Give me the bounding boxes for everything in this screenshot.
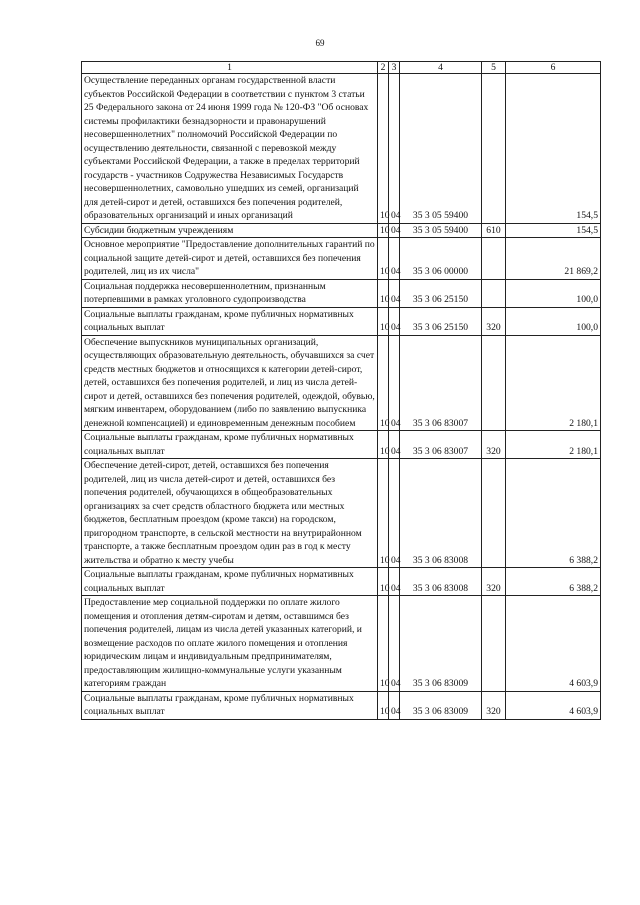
row-target-article: 35 3 06 83007 <box>400 335 482 431</box>
row-name: Социальная поддержка несовершеннолетним, признанным потерпевшими в рамках уголовного судопроизводства <box>82 279 378 307</box>
column-header-name: 1 <box>82 62 378 74</box>
row-target-article: 35 3 05 59400 <box>400 223 482 238</box>
row-section: 10 <box>378 335 389 431</box>
table-row <box>82 307 601 335</box>
row-subsection: 04 <box>389 335 400 431</box>
row-name: Социальные выплаты гражданам, кроме публичных нормативных социальных выплат <box>82 568 378 596</box>
table-body <box>82 74 601 720</box>
row-expense-type <box>482 596 506 692</box>
row-section: 10 <box>378 307 389 335</box>
row-subsection: 04 <box>389 238 400 280</box>
row-name: Основное мероприятие "Предоставление дополнительных гарантий по социальной защите детей-сирот и детей, оставшихся без попечения родителей, лиц из их числа" <box>82 238 378 280</box>
row-amount: 100,0 <box>506 307 601 335</box>
row-name: Субсидии бюджетным учреждениям <box>82 223 378 238</box>
row-subsection: 04 <box>389 223 400 238</box>
row-name: Социальные выплаты гражданам, кроме публичных нормативных социальных выплат <box>82 431 378 459</box>
row-amount: 2 180,1 <box>506 431 601 459</box>
column-header-section: 2 <box>378 62 389 74</box>
row-subsection: 04 <box>389 307 400 335</box>
table-row <box>82 238 601 280</box>
row-section: 10 <box>378 596 389 692</box>
row-amount: 2 180,1 <box>506 335 601 431</box>
row-section: 10 <box>378 74 389 224</box>
row-amount: 4 603,9 <box>506 596 601 692</box>
row-amount: 4 603,9 <box>506 691 601 719</box>
row-target-article: 35 3 05 59400 <box>400 74 482 224</box>
row-target-article: 35 3 06 83008 <box>400 459 482 568</box>
budget-table <box>81 61 601 720</box>
row-expense-type: 320 <box>482 431 506 459</box>
row-section: 10 <box>378 279 389 307</box>
table-row <box>82 596 601 692</box>
row-expense-type: 320 <box>482 568 506 596</box>
row-section: 10 <box>378 691 389 719</box>
row-expense-type <box>482 459 506 568</box>
row-expense-type <box>482 335 506 431</box>
row-name: Социальные выплаты гражданам, кроме публичных нормативных социальных выплат <box>82 307 378 335</box>
row-subsection: 04 <box>389 596 400 692</box>
page-number: 69 <box>315 38 325 48</box>
row-target-article: 35 3 06 25150 <box>400 279 482 307</box>
row-subsection: 04 <box>389 691 400 719</box>
row-amount: 154,5 <box>506 74 601 224</box>
row-section: 10 <box>378 223 389 238</box>
table-row <box>82 431 601 459</box>
row-name: Предоставление мер социальной поддержки по оплате жилого помещения и отопления детям-сиротам и детям, оставшимся без попечения родителей, лицам из числа детей указанных категорий, и возмещение расходов по оплате жилого помещения и отопления юридическим лицам и индивидуальным предпринимателям, предоставляющим жилищно-коммунальные услуги указанным категориям граждан <box>82 596 378 692</box>
table-row <box>82 74 601 224</box>
row-name: Обеспечение детей-сирот, детей, оставшихся без попечения родителей, лиц из числа детей-сирот и детей, оставшихся без попечения родителей, обучающихся в общеобразовательных организациях за счет средств областного бюджета или местных бюджетов, бесплатным проездом (кроме такси) на городском, пригородном транспорте, в сельской местности на внутрирайонном транспорте, а также бесплатным проездом один раз в год к месту жительства и обратно к месту учебы <box>82 459 378 568</box>
row-target-article: 35 3 06 83009 <box>400 691 482 719</box>
row-section: 10 <box>378 568 389 596</box>
row-subsection: 04 <box>389 279 400 307</box>
table-row <box>82 335 601 431</box>
row-expense-type <box>482 238 506 280</box>
row-target-article: 35 3 06 83009 <box>400 596 482 692</box>
table-row <box>82 568 601 596</box>
row-name: Социальные выплаты гражданам, кроме публичных нормативных социальных выплат <box>82 691 378 719</box>
column-header-amount: 6 <box>506 62 601 74</box>
table-row <box>82 691 601 719</box>
row-target-article: 35 3 06 00000 <box>400 238 482 280</box>
row-expense-type: 320 <box>482 307 506 335</box>
column-header-expense-type: 5 <box>482 62 506 74</box>
row-expense-type <box>482 74 506 224</box>
row-amount: 154,5 <box>506 223 601 238</box>
table-header-row <box>82 62 601 74</box>
row-name: Осуществление переданных органам государственной власти субъектов Российской Федерации в соответствии с пунктом 3 статьи 25 Федерального закона от 24 июня 1999 года № 120-ФЗ "Об основах системы профилактики безнадзорности и правонарушений несовершеннолетних" полномочий Российской Федерации по осуществлению деятельности, связанной с перевозкой между субъектами Российской Федерации, а также в пределах территорий государств - участников Содружества Независимых Государств несовершеннолетних, самовольно ушедших из семей, организаций для детей-сирот и детей, оставшихся без попечения родителей, образовательных организаций и иных организаций <box>82 74 378 224</box>
row-section: 10 <box>378 238 389 280</box>
row-subsection: 04 <box>389 431 400 459</box>
row-name: Обеспечение выпускников муниципальных организаций, осуществляющих образовательную деятельность, обучавшихся за счет средств местных бюджетов и относящихся к категории детей-сирот, детей, оставшихся без попечения родителей, и лиц из числа детей-сирот и детей, оставшихся без попечения родителей, одеждой, обувью, мягким инвентарем, оборудованием (либо по заявлению выпускника денежной компенсацией) и единовременным денежным пособием <box>82 335 378 431</box>
column-header-target-article: 4 <box>400 62 482 74</box>
row-subsection: 04 <box>389 568 400 596</box>
row-target-article: 35 3 06 83008 <box>400 568 482 596</box>
row-target-article: 35 3 06 83007 <box>400 431 482 459</box>
row-expense-type: 320 <box>482 691 506 719</box>
row-section: 10 <box>378 459 389 568</box>
row-target-article: 35 3 06 25150 <box>400 307 482 335</box>
row-expense-type: 610 <box>482 223 506 238</box>
row-section: 10 <box>378 431 389 459</box>
row-amount: 6 388,2 <box>506 568 601 596</box>
row-subsection: 04 <box>389 459 400 568</box>
row-amount: 6 388,2 <box>506 459 601 568</box>
row-subsection: 04 <box>389 74 400 224</box>
table-row <box>82 459 601 568</box>
table-row <box>82 279 601 307</box>
row-expense-type <box>482 279 506 307</box>
row-amount: 100,0 <box>506 279 601 307</box>
table-row <box>82 223 601 238</box>
column-header-subsection: 3 <box>389 62 400 74</box>
row-amount: 21 869,2 <box>506 238 601 280</box>
